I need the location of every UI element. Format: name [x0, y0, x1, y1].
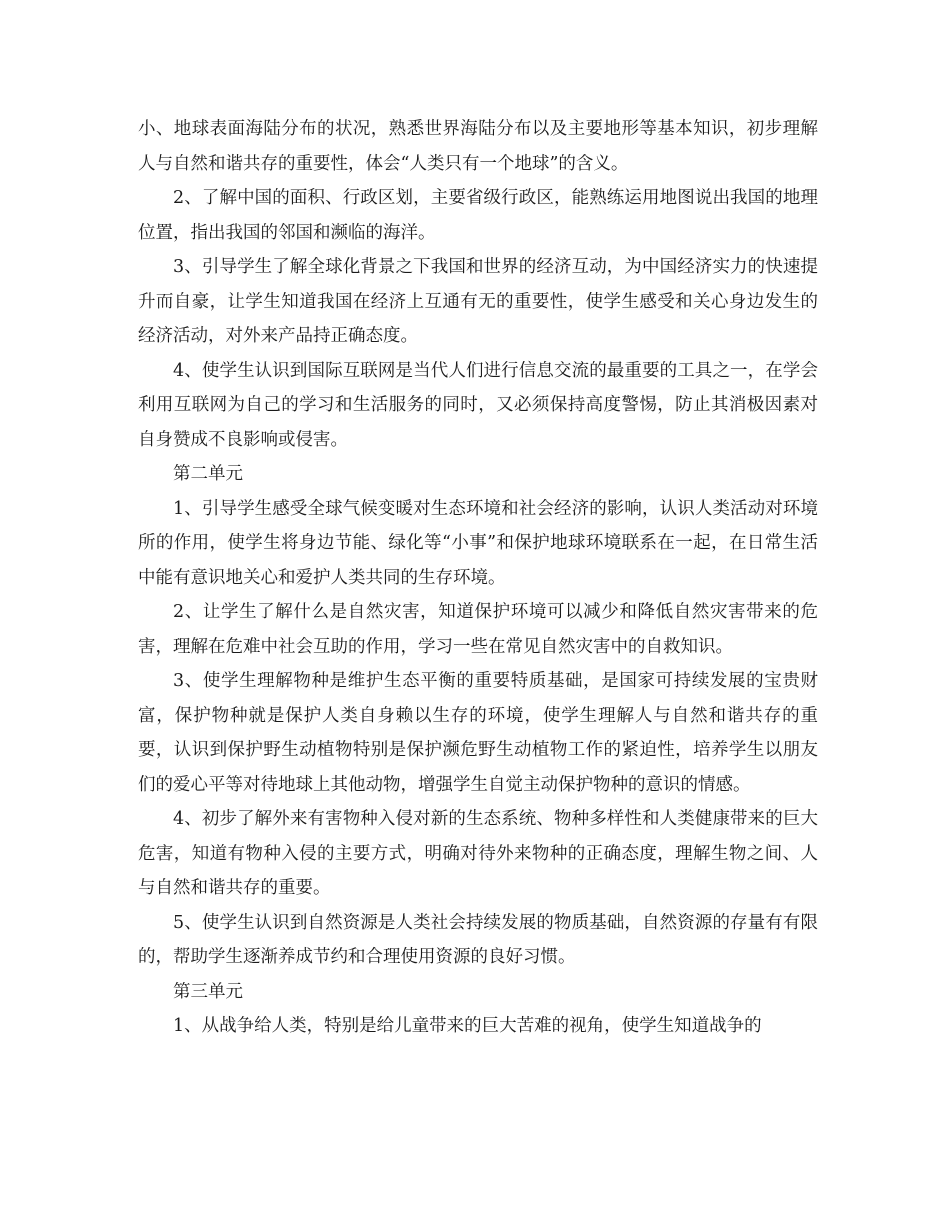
list-item: 4、初步了解外来有害物种入侵对新的生态系统、物种多样性和人类健康带来的巨大危害，知道有物种入侵的主要方式，明确对待外来物种的正确态度，理解生物之间、人与自然和谐共存的重要。: [138, 809, 818, 898]
section-heading: 第三单元: [173, 981, 243, 1002]
list-item: 4、使学生认识到国际互联网是当代人们进行信息交流的最重要的工具之一，在学会利用互联网为自己的学习和生活服务的同时，又必须保持高度警惕，防止其消极因素对自身赞成不良影响或侵害。: [138, 360, 818, 450]
list-item: 2、了解中国的面积、行政区划，主要省级行政区，能熟练运用地图说出我国的地理位置，指出我国的邻国和濒临的海洋。: [138, 188, 818, 243]
list-item: 1、引导学生感受全球气候变暖对生态环境和社会经济的影响，认识人类活动对环境所的作用，使学生将身边节能、绿化等“小事”和保护地球环境联系在一起，在日常生活中能有意识地关心和爱护人类共同的生存环境。: [138, 498, 818, 588]
document-body: [138, 112, 818, 1044]
list-item: 5、使学生认识到自然资源是人类社会持续发展的物质基础，自然资源的存量有有限的，帮助学生逐渐养成节约和合理使用资源的良好习惯。: [138, 912, 818, 967]
list-item: 3、引导学生了解全球化背景之下我国和世界的经济互动，为中国经济实力的快速提升而自豪，让学生知道我国在经济上互通有无的重要性，使学生感受和关心身边发生的经济活动，对外来产品持正确态度。: [138, 257, 818, 346]
list-item: 3、使学生理解物种是维护生态平衡的重要特质基础，是国家可持续发展的宝贵财富，保护物种就是保护人类自身赖以生存的环境，使学生理解人与自然和谐共存的重要，认识到保护野生动植物特别是保护濒危野生动植物工作的紧迫性，培养学生以朋友们的爱心平等对待地球上其他动物，增强学生自觉主动保护物种的意识的情感。: [138, 671, 818, 795]
list-item: 2、让学生了解什么是自然灾害，知道保护环境可以减少和降低自然灾害带来的危害，理解在危难中社会互助的作用，学习一些在常见自然灾害中的自救知识。: [138, 602, 818, 657]
list-item: 1、从战争给人类，特别是给儿童带来的巨大苦难的视角，使学生知道战争的: [173, 1016, 762, 1036]
section-heading: 第二单元: [173, 464, 243, 484]
paragraph-continuation: 小、地球表面海陆分布的状况，熟悉世界海陆分布以及主要地形等基本知识，初步理解人与自然和谐共存的重要性，体会“人类只有一个地球”的含义。: [138, 119, 818, 174]
